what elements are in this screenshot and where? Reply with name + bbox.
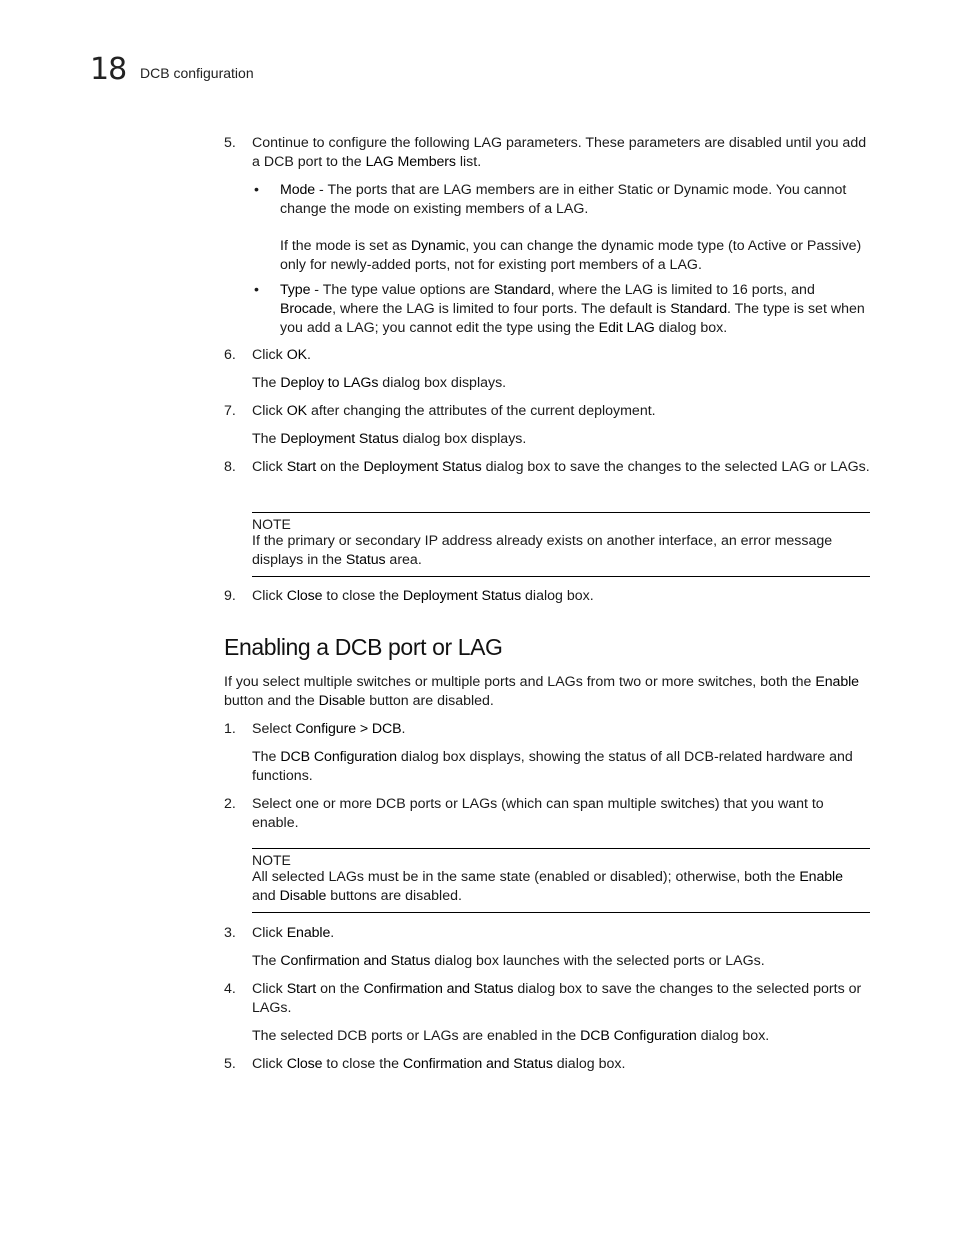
step-number: 9. xyxy=(224,588,236,604)
note-box xyxy=(252,512,870,577)
bullet-dot: • xyxy=(254,282,259,298)
bullet-text: If the mode is set as Dynamic, you can change the dynamic mode type (to Active or Passive) only for newly-added ports, not for existing port members of a LAG. xyxy=(280,238,862,273)
section-heading: Enabling a DCB port or LAG xyxy=(224,634,503,660)
bullet-text: Mode - The ports that are LAG members are in either Static or Dynamic mode. You cannot change the mode on existing members of a LAG. xyxy=(280,182,847,217)
step-7-result: The Deployment Status dialog box displays. xyxy=(252,431,527,447)
step-text: Click Start on the Deployment Status dialog box to save the changes to the selected LAG or LAGs. xyxy=(252,459,870,475)
step-text: Click OK. xyxy=(252,347,311,363)
chapter-title: DCB configuration xyxy=(140,65,254,81)
step-3-result: The Confirmation and Status dialog box launches with the selected ports or LAGs. xyxy=(252,953,765,969)
step-number: 6. xyxy=(224,347,236,363)
step-1-result: The DCB Configuration dialog box displays, showing the status of all DCB-related hardware and functions. xyxy=(252,749,853,784)
step-text: Click Close to close the Confirmation and Status dialog box. xyxy=(252,1056,626,1072)
intro-paragraph: If you select multiple switches or multiple ports and LAGs from two or more switches, both the Enable button and the Disable button are disabled. xyxy=(224,674,859,709)
note-text: All selected LAGs must be in the same state (enabled or disabled); otherwise, both the Enable and Disable buttons are disabled. xyxy=(252,869,843,904)
step-number: 2. xyxy=(224,796,236,812)
step-4-result: The selected DCB ports or LAGs are enabled in the DCB Configuration dialog box. xyxy=(252,1028,770,1044)
note-label: NOTE xyxy=(252,852,291,868)
step-6-result: The Deploy to LAGs dialog box displays. xyxy=(252,375,507,391)
step-number: 5. xyxy=(224,1056,236,1072)
note-label: NOTE xyxy=(252,516,291,532)
step-number: 4. xyxy=(224,981,236,997)
step-number: 3. xyxy=(224,925,236,941)
step-number: 1. xyxy=(224,721,236,737)
step-text: Continue to configure the following LAG parameters. These parameters are disabled until you add a DCB port to the LAG Members list. xyxy=(252,135,867,170)
step-text: Click Enable. xyxy=(252,925,335,941)
note-box xyxy=(252,848,870,913)
bullet-dot: • xyxy=(254,182,259,198)
step-number: 7. xyxy=(224,403,236,419)
step-text: Click Start on the Confirmation and Status dialog box to save the changes to the selected ports or LAGs. xyxy=(252,981,862,1016)
step-number: 5. xyxy=(224,135,236,151)
step-number: 8. xyxy=(224,459,236,475)
chapter-number: 18 xyxy=(90,52,127,87)
note-text: If the primary or secondary IP address already exists on another interface, an error message displays in the Status area. xyxy=(252,533,833,568)
step-text: Select one or more DCB ports or LAGs (which can span multiple switches) that you want to enable. xyxy=(252,796,824,831)
step-text: Select Configure > DCB. xyxy=(252,721,406,737)
bullet-text: Type - The type value options are Standard, where the LAG is limited to 16 ports, and Brocade, where the LAG is limited to four ports. The default is Standard. The type is set when you add a LAG; you cannot edit the type using the Edit LAG dialog box. xyxy=(280,282,865,336)
step-text: Click Close to close the Deployment Status dialog box. xyxy=(252,588,594,604)
step-text: Click OK after changing the attributes of the current deployment. xyxy=(252,403,656,419)
